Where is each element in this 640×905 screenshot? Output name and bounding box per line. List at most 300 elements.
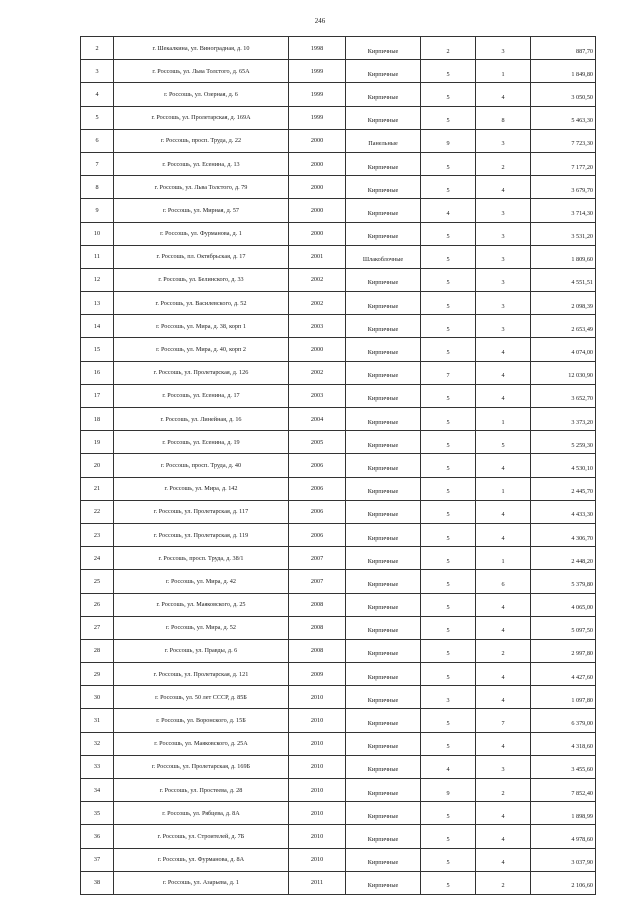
year-cell-text: 2000 [310, 230, 324, 238]
year-cell-text: 2002 [310, 369, 324, 377]
entrances-cell-text: 3 [501, 47, 505, 55]
row-number-text: 14 [93, 322, 101, 330]
floors-cell-text: 5 [446, 349, 450, 357]
entrances-cell [476, 755, 531, 778]
area-cell [531, 106, 596, 129]
row-number [81, 37, 114, 60]
entrances-cell-text: 4 [501, 349, 505, 357]
area-cell-text: 1 809,60 [571, 256, 593, 264]
year-cell [289, 361, 346, 384]
address-cell-text: г. Россошь, ул. Фурманова, д. 8А [157, 856, 245, 864]
floors-cell-text: 5 [446, 395, 450, 403]
wall-material-cell [346, 292, 421, 315]
floors-cell [421, 384, 476, 407]
table-row [81, 152, 596, 175]
entrances-cell [476, 570, 531, 593]
entrances-cell [476, 384, 531, 407]
area-cell [531, 779, 596, 802]
wall-material-cell [346, 616, 421, 639]
area-cell-text: 5 097,50 [571, 627, 593, 635]
area-cell [531, 408, 596, 431]
address-cell [114, 593, 289, 616]
floors-cell [421, 245, 476, 268]
address-cell-text: г. Россошь, ул. Озерная, д. 6 [164, 90, 238, 98]
floors-cell-text: 5 [446, 325, 450, 333]
area-cell-text: 4 074,00 [571, 349, 593, 357]
area-cell [531, 709, 596, 732]
year-cell-text: 2006 [310, 485, 324, 493]
area-cell [531, 129, 596, 152]
entrances-cell [476, 37, 531, 60]
entrances-cell-text: 2 [501, 650, 505, 658]
row-number [81, 616, 114, 639]
year-cell [289, 616, 346, 639]
wall-material-cell-text: Кирпичные [367, 766, 399, 774]
year-cell-text: 2006 [310, 531, 324, 539]
row-number [81, 547, 114, 570]
entrances-cell-text: 3 [501, 766, 505, 774]
year-cell [289, 477, 346, 500]
year-cell-text: 1999 [310, 67, 324, 75]
year-cell-text: 2005 [310, 438, 324, 446]
entrances-cell-text: 4 [501, 395, 505, 403]
area-cell [531, 245, 596, 268]
entrances-cell-text: 3 [501, 279, 505, 287]
floors-cell [421, 315, 476, 338]
area-cell [531, 570, 596, 593]
row-number [81, 686, 114, 709]
address-cell-text: г. Россошь, ул. 50 лет СССР, д. 85Б [155, 693, 247, 701]
row-number-text: 29 [93, 670, 101, 678]
address-cell-text: г. Россошь, ул. Есенина, д. 17 [162, 392, 240, 400]
floors-cell [421, 199, 476, 222]
area-cell [531, 825, 596, 848]
wall-material-cell [346, 60, 421, 83]
floors-cell [421, 222, 476, 245]
floors-cell [421, 570, 476, 593]
entrances-cell-text: 4 [501, 186, 505, 194]
entrances-cell [476, 245, 531, 268]
row-number-text: 32 [93, 740, 101, 748]
area-cell [531, 802, 596, 825]
year-cell-text: 2007 [310, 554, 324, 562]
floors-cell [421, 176, 476, 199]
wall-material-cell [346, 199, 421, 222]
floors-cell-text: 5 [446, 464, 450, 472]
table-row [81, 709, 596, 732]
wall-material-cell [346, 547, 421, 570]
floors-cell [421, 500, 476, 523]
row-number-text: 20 [93, 461, 101, 469]
floors-cell [421, 686, 476, 709]
floors-cell [421, 60, 476, 83]
entrances-cell-text: 7 [501, 720, 505, 728]
row-number-text: 18 [93, 415, 101, 423]
floors-cell [421, 732, 476, 755]
year-cell [289, 37, 346, 60]
year-cell [289, 199, 346, 222]
row-number [81, 431, 114, 454]
address-cell [114, 477, 289, 500]
table-row [81, 755, 596, 778]
entrances-cell-text: 2 [501, 163, 505, 171]
table-row [81, 361, 596, 384]
floors-cell-text: 5 [446, 580, 450, 588]
year-cell-text: 2000 [310, 206, 324, 214]
address-cell [114, 129, 289, 152]
year-cell [289, 176, 346, 199]
wall-material-cell [346, 384, 421, 407]
area-cell-text: 3 531,20 [571, 233, 593, 241]
year-cell-text: 2008 [310, 647, 324, 655]
area-cell [531, 663, 596, 686]
row-number-text: 27 [93, 624, 101, 632]
area-cell [531, 176, 596, 199]
floors-cell [421, 477, 476, 500]
floors-cell [421, 871, 476, 894]
year-cell-text: 2002 [310, 299, 324, 307]
page-number: 246 [314, 17, 326, 25]
year-cell [289, 732, 346, 755]
row-number-text: 10 [93, 230, 101, 238]
address-cell [114, 454, 289, 477]
table-row [81, 802, 596, 825]
area-cell-text: 4 978,60 [571, 835, 593, 843]
year-cell [289, 523, 346, 546]
row-number-text: 5 [95, 114, 99, 122]
row-number [81, 709, 114, 732]
wall-material-cell [346, 523, 421, 546]
wall-material-cell [346, 802, 421, 825]
address-cell [114, 37, 289, 60]
address-cell-text: г. Россошь, ул. Простеева, д. 28 [159, 786, 243, 794]
table-row [81, 83, 596, 106]
entrances-cell [476, 732, 531, 755]
area-cell-text: 4 065,00 [571, 604, 593, 612]
floors-cell [421, 755, 476, 778]
row-number [81, 500, 114, 523]
area-cell-text: 4 551,51 [571, 279, 593, 287]
row-number-text: 34 [93, 786, 101, 794]
wall-material-cell-text: Кирпичные [367, 650, 399, 658]
wall-material-cell-text: Кирпичные [367, 580, 399, 588]
wall-material-cell [346, 593, 421, 616]
row-number-text: 36 [93, 832, 101, 840]
year-cell [289, 245, 346, 268]
area-cell [531, 152, 596, 175]
row-number [81, 779, 114, 802]
area-cell-text: 12 030,90 [568, 372, 593, 380]
year-cell-text: 2010 [310, 763, 324, 771]
floors-cell [421, 292, 476, 315]
floors-cell-text: 5 [446, 93, 450, 101]
year-cell [289, 384, 346, 407]
row-number [81, 848, 114, 871]
entrances-cell-text: 8 [501, 117, 505, 125]
table-row [81, 268, 596, 291]
table-row [81, 477, 596, 500]
table-row [81, 593, 596, 616]
wall-material-cell [346, 639, 421, 662]
wall-material-cell [346, 152, 421, 175]
year-cell-text: 1999 [310, 90, 324, 98]
address-cell [114, 384, 289, 407]
row-number [81, 871, 114, 894]
year-cell-text: 2000 [310, 137, 324, 145]
row-number-text: 4 [95, 90, 99, 98]
wall-material-cell-text: Кирпичные [367, 743, 399, 751]
floors-cell-text: 5 [446, 511, 450, 519]
floors-cell [421, 779, 476, 802]
row-number-text: 35 [93, 809, 101, 817]
address-cell-text: г. Россошь, ул. Рябцева, д. 8А [162, 809, 240, 817]
row-number [81, 825, 114, 848]
area-cell-text: 1 898,99 [571, 812, 593, 820]
area-cell-text: 7 177,20 [571, 163, 593, 171]
address-cell-text: г. Россошь, ул. Льва Толстого, д. 79 [154, 183, 248, 191]
area-cell [531, 384, 596, 407]
year-cell-text: 2004 [310, 415, 324, 423]
row-number-text: 38 [93, 879, 101, 887]
area-cell-text: 7 723,30 [571, 140, 593, 148]
address-cell [114, 500, 289, 523]
wall-material-cell [346, 361, 421, 384]
area-cell [531, 871, 596, 894]
floors-cell-text: 5 [446, 163, 450, 171]
address-cell-text: г. Россошь, ул. Есенина, д. 13 [162, 160, 240, 168]
area-cell-text: 2 098,39 [571, 302, 593, 310]
wall-material-cell [346, 245, 421, 268]
row-number-text: 19 [93, 438, 101, 446]
area-cell-text: 3 652,70 [571, 395, 593, 403]
floors-cell [421, 454, 476, 477]
floors-cell-text: 5 [446, 557, 450, 565]
table-body [81, 37, 596, 895]
table-row [81, 547, 596, 570]
year-cell-text: 2000 [310, 183, 324, 191]
year-cell [289, 454, 346, 477]
table-row [81, 222, 596, 245]
year-cell-text: 2011 [310, 879, 324, 887]
floors-cell [421, 639, 476, 662]
entrances-cell [476, 523, 531, 546]
floors-cell [421, 616, 476, 639]
entrances-cell [476, 639, 531, 662]
table-row [81, 871, 596, 894]
year-cell-text: 1999 [310, 114, 324, 122]
entrances-cell [476, 106, 531, 129]
wall-material-cell-text: Кирпичные [367, 93, 399, 101]
wall-material-cell [346, 268, 421, 291]
address-cell [114, 152, 289, 175]
entrances-cell [476, 199, 531, 222]
address-cell [114, 245, 289, 268]
row-number [81, 152, 114, 175]
row-number-text: 11 [94, 253, 100, 261]
entrances-cell-text: 3 [501, 302, 505, 310]
floors-cell [421, 361, 476, 384]
entrances-cell [476, 129, 531, 152]
area-cell-text: 2 653,49 [571, 325, 593, 333]
floors-cell-text: 5 [446, 233, 450, 241]
wall-material-cell [346, 176, 421, 199]
row-number [81, 384, 114, 407]
year-cell-text: 2010 [310, 832, 324, 840]
table-row [81, 176, 596, 199]
wall-material-cell [346, 477, 421, 500]
entrances-cell-text: 3 [501, 209, 505, 217]
wall-material-cell-text: Кирпичные [367, 859, 399, 867]
wall-material-cell-text: Кирпичные [367, 557, 399, 565]
wall-material-cell [346, 222, 421, 245]
year-cell [289, 755, 346, 778]
floors-cell [421, 106, 476, 129]
row-number-text: 26 [93, 601, 101, 609]
year-cell-text: 2007 [310, 577, 324, 585]
floors-cell-text: 5 [446, 441, 450, 449]
entrances-cell-text: 1 [501, 70, 505, 78]
entrances-cell [476, 268, 531, 291]
address-cell [114, 547, 289, 570]
row-number [81, 245, 114, 268]
row-number-text: 6 [95, 137, 99, 145]
floors-cell-text: 5 [446, 256, 450, 264]
area-cell-text: 3 679,70 [571, 186, 593, 194]
wall-material-cell [346, 37, 421, 60]
address-cell-text: г. Россошь, ул. Пролетарская, д. 117 [153, 508, 249, 516]
address-cell-text: г. Россошь, ул. Василевского, д. 52 [155, 299, 247, 307]
entrances-cell [476, 315, 531, 338]
address-cell-text: г. Россошь, ул. Азарьева, д. 1 [162, 879, 240, 887]
address-cell [114, 199, 289, 222]
wall-material-cell [346, 83, 421, 106]
address-cell-text: г. Россошь, пл. Октябрьская, д. 17 [156, 253, 246, 261]
area-cell-text: 5 463,30 [571, 117, 593, 125]
entrances-cell-text: 4 [501, 743, 505, 751]
year-cell [289, 60, 346, 83]
year-cell [289, 268, 346, 291]
address-cell [114, 361, 289, 384]
area-cell-text: 2 106,60 [571, 882, 593, 890]
floors-cell [421, 268, 476, 291]
row-number [81, 639, 114, 662]
year-cell-text: 2003 [310, 322, 324, 330]
address-cell-text: г. Россошь, ул. Мира, д. 52 [166, 624, 236, 632]
entrances-cell-text: 3 [501, 325, 505, 333]
wall-material-cell [346, 825, 421, 848]
wall-material-cell [346, 338, 421, 361]
floors-cell [421, 825, 476, 848]
entrances-cell-text: 4 [501, 859, 505, 867]
year-cell [289, 871, 346, 894]
wall-material-cell-text: Кирпичные [367, 395, 399, 403]
year-cell [289, 83, 346, 106]
year-cell-text: 2008 [310, 601, 324, 609]
floors-cell-text: 5 [446, 627, 450, 635]
wall-material-cell-text: Кирпичные [367, 70, 399, 78]
floors-cell-text: 5 [446, 534, 450, 542]
year-cell [289, 106, 346, 129]
row-number [81, 106, 114, 129]
wall-material-cell-text: Кирпичные [367, 325, 399, 333]
row-number-text: 3 [95, 67, 99, 75]
entrances-cell [476, 802, 531, 825]
wall-material-cell [346, 500, 421, 523]
wall-material-cell-text: Кирпичные [367, 604, 399, 612]
address-cell-text: г. Россошь, ул. Белинского, д. 33 [158, 276, 244, 284]
area-cell [531, 454, 596, 477]
address-cell-text: г. Россошь, просп. Труда, д. 38/1 [158, 554, 244, 562]
table-row [81, 37, 596, 60]
address-cell [114, 732, 289, 755]
area-cell [531, 199, 596, 222]
row-number [81, 83, 114, 106]
entrances-cell [476, 408, 531, 431]
row-number [81, 593, 114, 616]
floors-cell [421, 547, 476, 570]
year-cell [289, 663, 346, 686]
address-cell [114, 663, 289, 686]
year-cell-text: 2010 [310, 786, 324, 794]
table-row [81, 106, 596, 129]
area-cell [531, 37, 596, 60]
entrances-cell [476, 292, 531, 315]
floors-cell-text: 5 [446, 117, 450, 125]
entrances-cell-text: 3 [501, 233, 505, 241]
year-cell [289, 802, 346, 825]
entrances-cell [476, 477, 531, 500]
row-number [81, 408, 114, 431]
floors-cell-text: 4 [446, 766, 450, 774]
area-cell [531, 338, 596, 361]
address-cell [114, 779, 289, 802]
wall-material-cell-text: Кирпичные [367, 117, 399, 125]
year-cell-text: 2001 [310, 253, 324, 261]
floors-cell-text: 5 [446, 70, 450, 78]
entrances-cell-text: 5 [501, 441, 505, 449]
table-row [81, 408, 596, 431]
row-number-text: 8 [95, 183, 99, 191]
wall-material-cell-text: Кирпичные [367, 163, 399, 171]
wall-material-cell-text: Шлакоблочные [362, 256, 404, 264]
table-row [81, 825, 596, 848]
row-number [81, 802, 114, 825]
wall-material-cell [346, 755, 421, 778]
table-row [81, 292, 596, 315]
entrances-cell-text: 4 [501, 534, 505, 542]
area-cell-text: 887,70 [575, 47, 593, 55]
address-cell [114, 431, 289, 454]
area-cell [531, 686, 596, 709]
entrances-cell [476, 663, 531, 686]
area-cell [531, 732, 596, 755]
entrances-cell [476, 83, 531, 106]
area-cell-text: 4 433,30 [571, 511, 593, 519]
area-cell [531, 60, 596, 83]
wall-material-cell-text: Кирпичные [367, 302, 399, 310]
entrances-cell [476, 825, 531, 848]
wall-material-cell [346, 106, 421, 129]
year-cell [289, 825, 346, 848]
row-number [81, 338, 114, 361]
wall-material-cell-text: Кирпичные [367, 789, 399, 797]
row-number-text: 13 [93, 299, 101, 307]
table-row [81, 315, 596, 338]
wall-material-cell [346, 129, 421, 152]
year-cell [289, 686, 346, 709]
area-cell [531, 361, 596, 384]
wall-material-cell [346, 570, 421, 593]
